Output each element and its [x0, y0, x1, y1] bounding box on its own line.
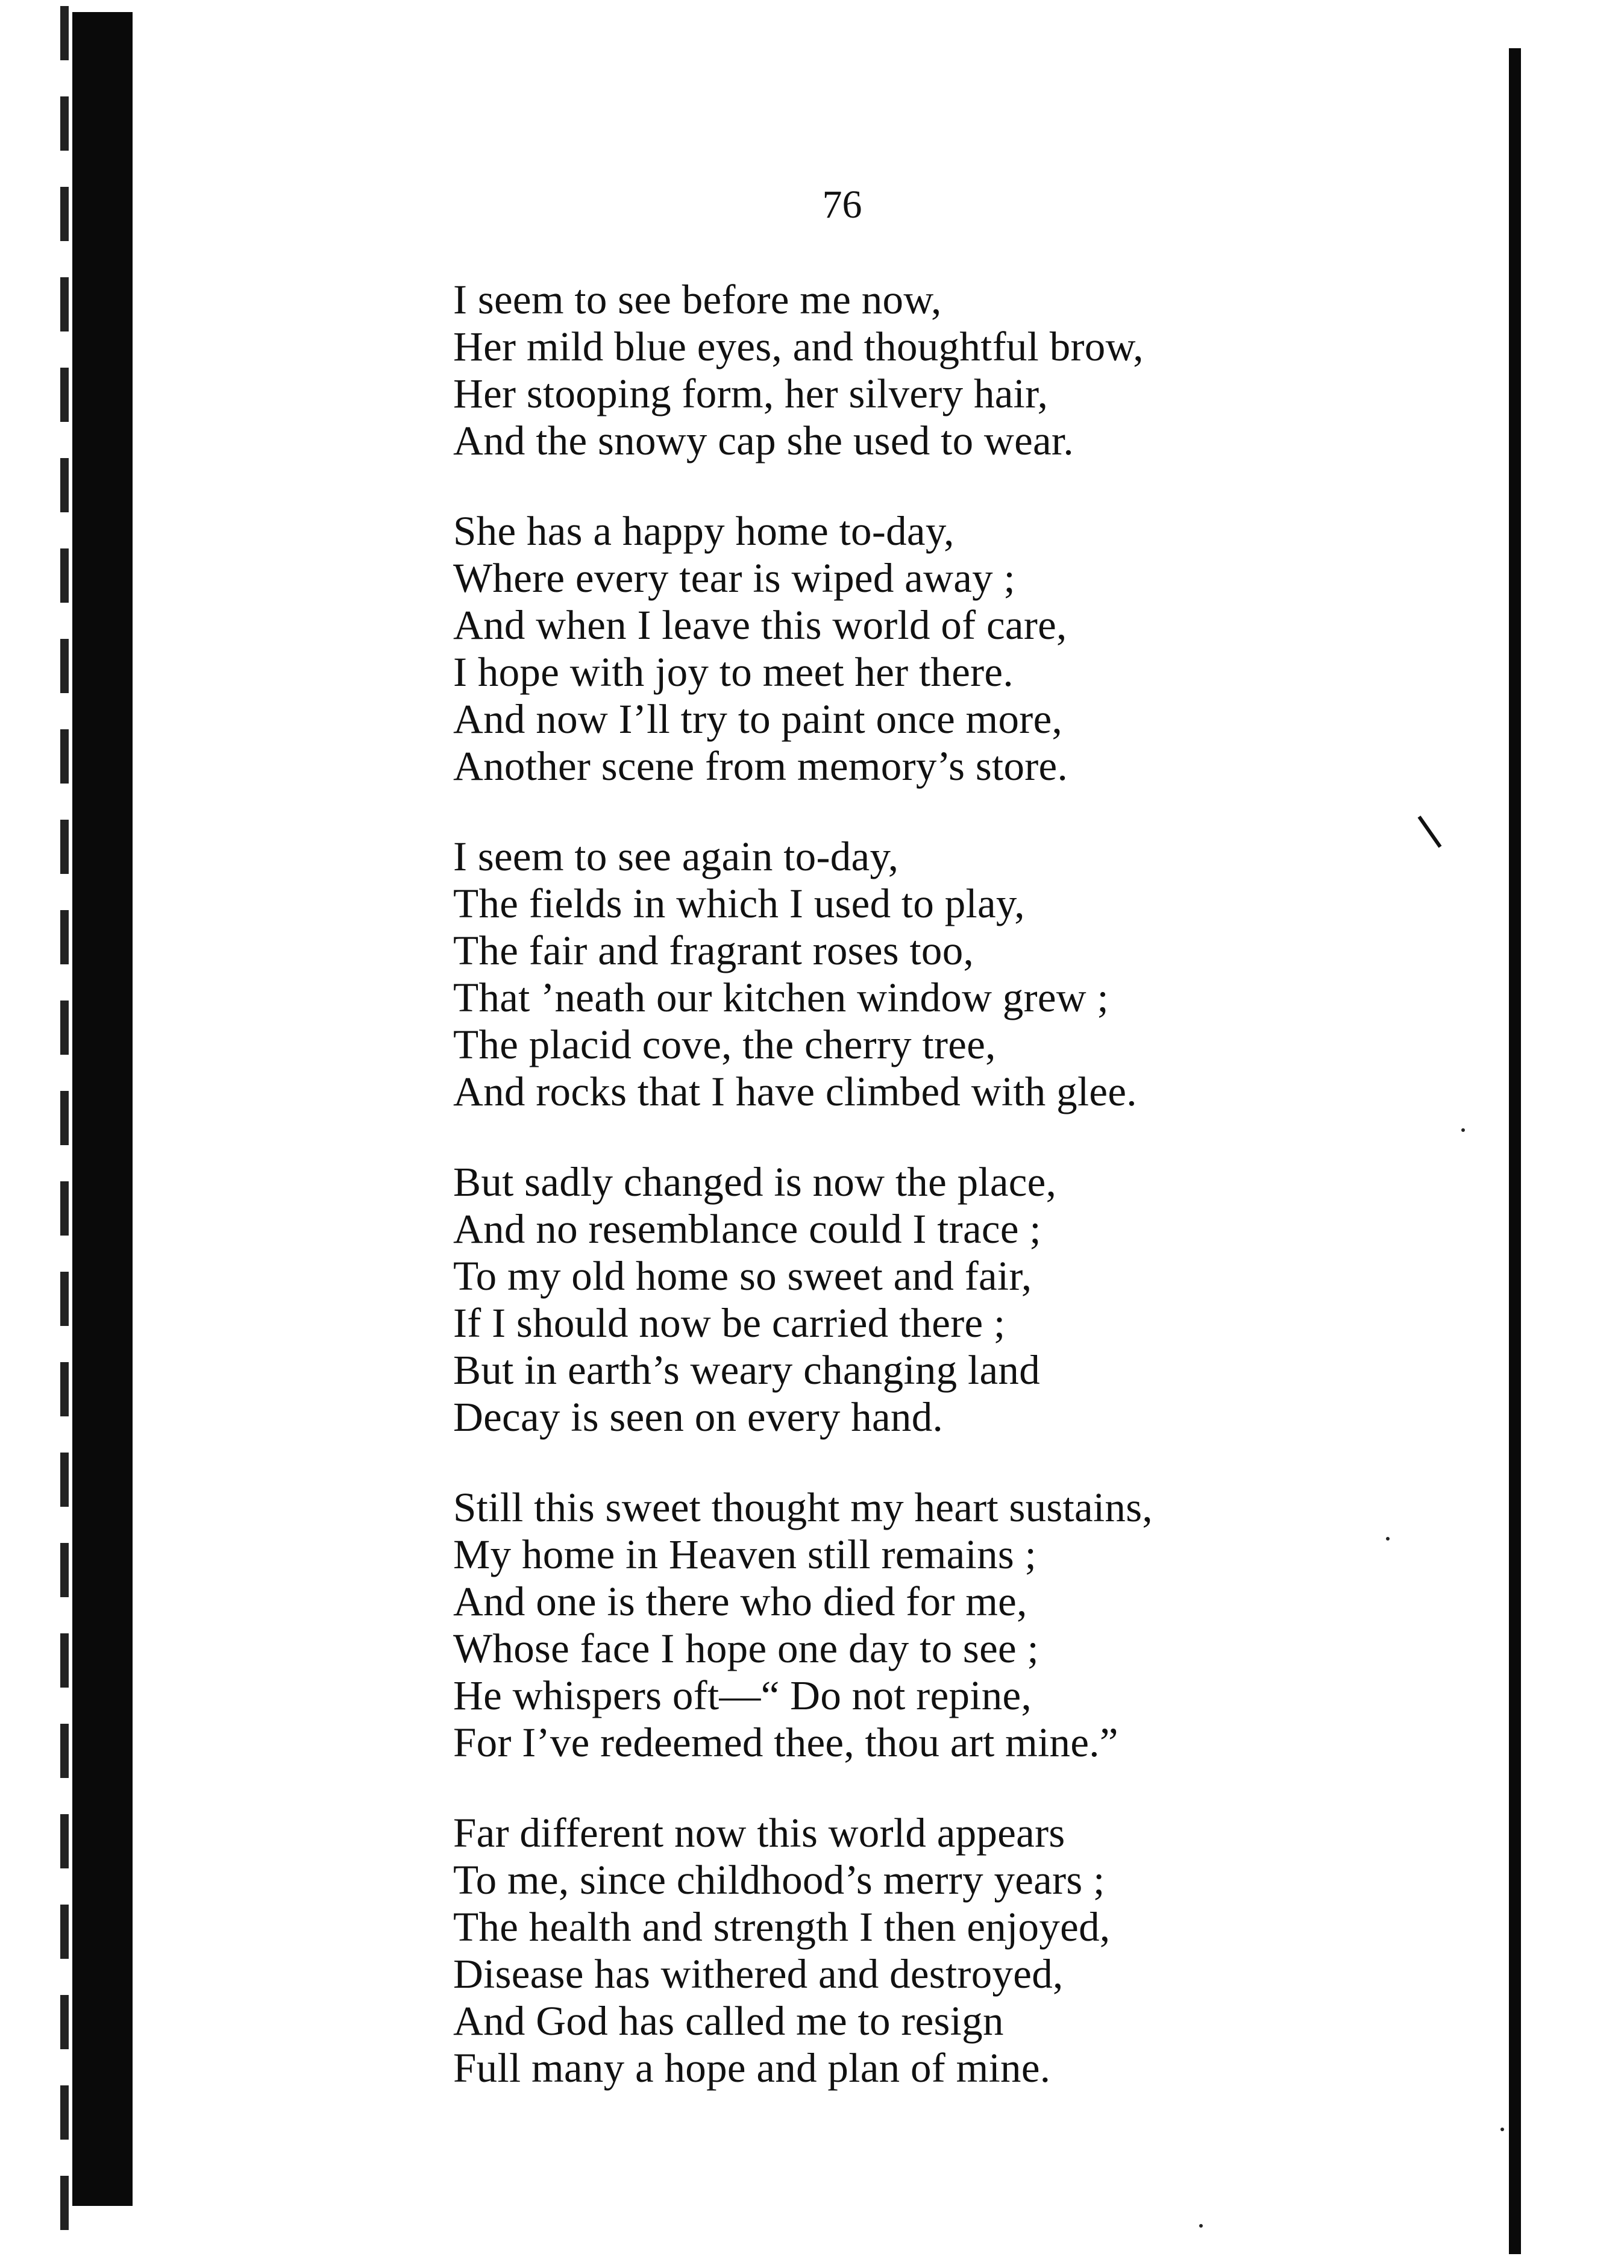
- poem-line: Where every tear is wiped away ;: [453, 555, 1015, 601]
- poem-line: Whose face I hope one day to see ;: [453, 1626, 1039, 1671]
- poem-line: The health and strength I then enjoyed,: [453, 1904, 1111, 1950]
- poem-line: And rocks that I have climbed with glee.: [453, 1069, 1137, 1114]
- poem-line: He whispers oft—“ Do not repine,: [453, 1673, 1032, 1718]
- poem-line: If I should now be carried there ;: [453, 1300, 1006, 1346]
- page-edge-shadow-left: [72, 12, 133, 2206]
- poem-line: And when I leave this world of care,: [453, 602, 1067, 648]
- poem-line: I hope with joy to meet her there.: [453, 649, 1014, 695]
- poem-line: Still this sweet thought my heart sustains,: [453, 1484, 1153, 1530]
- poem-line: Disease has withered and destroyed,: [453, 1951, 1064, 1997]
- poem-line: I seem to see again to-day,: [453, 834, 899, 879]
- page-number: 76: [822, 183, 862, 227]
- poem-line: And God has called me to resign: [453, 1998, 1004, 2044]
- poem-line: That ’neath our kitchen window grew ;: [453, 975, 1109, 1020]
- poem-line: My home in Heaven still remains ;: [453, 1531, 1037, 1577]
- stanza: [453, 1158, 1502, 1440]
- poem-line: To me, since childhood’s merry years ;: [453, 1857, 1105, 1903]
- poem-line: Far different now this world appears: [453, 1810, 1065, 1856]
- poem-line: To my old home so sweet and fair,: [453, 1253, 1032, 1299]
- page-edge-shadow-left-thin: [60, 6, 69, 2236]
- poem-line: And the snowy cap she used to wear.: [453, 418, 1074, 463]
- poem: [453, 276, 1502, 2135]
- poem-line: Her stooping form, her silvery hair,: [453, 371, 1049, 416]
- stanza: [453, 1484, 1502, 1766]
- poem-line: But sadly changed is now the place,: [453, 1159, 1057, 1205]
- stanza: [453, 1809, 1502, 2091]
- poem-line: The fair and fragrant roses too,: [453, 928, 974, 973]
- ink-speck: [1386, 1537, 1390, 1541]
- stanza: [453, 276, 1502, 464]
- poem-line: And now I’ll try to paint once more,: [453, 696, 1063, 742]
- stanza: [453, 833, 1502, 1115]
- poem-line: She has a happy home to-day,: [453, 508, 955, 554]
- ink-mark: [1416, 814, 1452, 856]
- poem-line: Full many a hope and plan of mine.: [453, 2045, 1051, 2091]
- page-edge-shadow-right: [1509, 48, 1521, 2254]
- poem-line: Decay is seen on every hand.: [453, 1394, 944, 1440]
- poem-line: The fields in which I used to play,: [453, 881, 1025, 926]
- poem-line: The placid cove, the cherry tree,: [453, 1022, 996, 1067]
- poem-line: Her mild blue eyes, and thoughtful brow,: [453, 324, 1144, 369]
- stanza: [453, 507, 1502, 790]
- ink-speck: [1500, 2128, 1504, 2131]
- poem-line: For I’ve redeemed thee, thou art mine.”: [453, 1720, 1118, 1765]
- poem-line: But in earth’s weary changing land: [453, 1347, 1041, 1393]
- poem-line: And no resemblance could I trace ;: [453, 1206, 1041, 1252]
- ink-speck: [1461, 1128, 1465, 1132]
- ink-speck: [1199, 2224, 1203, 2228]
- poem-line: And one is there who died for me,: [453, 1578, 1027, 1624]
- poem-line: Another scene from memory’s store.: [453, 743, 1068, 789]
- poem-line: I seem to see before me now,: [453, 277, 942, 322]
